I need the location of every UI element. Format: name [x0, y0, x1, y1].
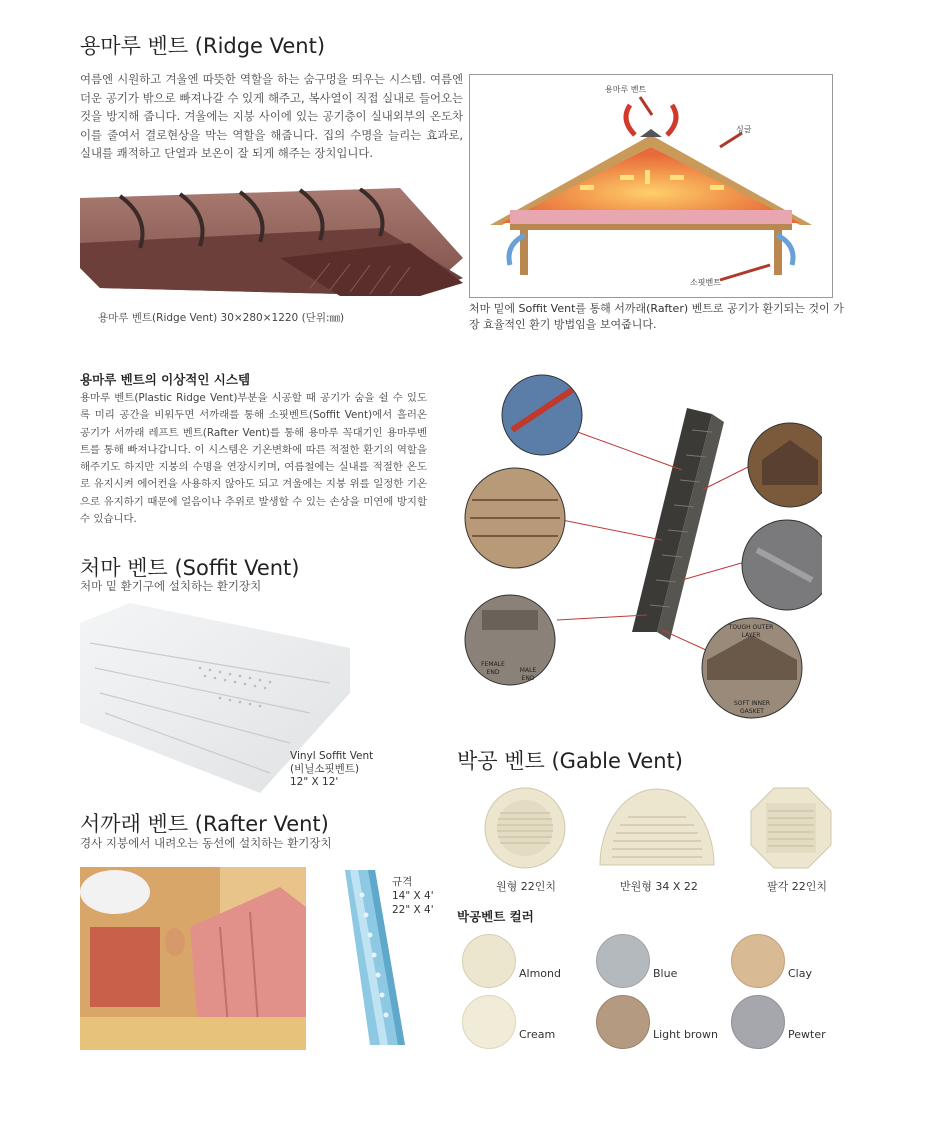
gable-color-title: 박공벤트 컬러: [457, 909, 534, 924]
gable-shape-label-round: 원형 22인치: [496, 880, 556, 893]
soffit-vent-title: 처마 벤트 (Soffit Vent): [80, 556, 300, 580]
color-swatch-cream: [462, 995, 516, 1049]
color-swatch-pewter: [731, 995, 785, 1049]
rafter-vent-title: 서까래 벤트 (Rafter Vent): [80, 812, 329, 836]
ventilation-diagram: [469, 74, 833, 298]
soffit-caption-line2: (비닐소핏벤트): [290, 763, 360, 775]
ridge-vent-product-caption: 용마루 벤트(Ridge Vent) 30×280×1220 (단위:㎜): [98, 312, 345, 324]
color-label-cream: Cream: [519, 1028, 556, 1041]
rafter-vent-spec: [392, 875, 434, 917]
ideal-system-text: 용마루 벤트(Plastic Ridge Vent)부분을 시공할 때 공기가 숨을 쉴 수 있도록 미리 공간을 비워두면 서까래를 통해 소핏벤트(Soffit Vent)에서 흘러온 공기가 서까래 레프트 벤트(Rafter Vent)를 통해 용마루 꼭대기인 용마루벤트를 통해 빠져나갑니다. 이 시스템은 기온변화에 따른 적절한 환기의 역할을 해주기도 하지만 지붕의 수명을 연장시키며, 여름철에는 실내를 적절한 온도로 유지시켜 에어컨을 사용하지 않아도 되고 겨울에는 지붕 위를 일정한 기온으로 유지하기 때문에 얼음이나 추위로 발생할 수 있는 손상을 미연에 방지할 수 있습니다.: [80, 392, 427, 526]
color-label-clay: Clay: [788, 967, 812, 980]
soffit-vent-subtitle: 처마 밑 환기구에 설치하는 환기장치: [80, 579, 262, 593]
label-female-end: FEMALE END: [481, 661, 505, 676]
gable-shape-label-half-round: 반원형 34 X 22: [620, 880, 698, 893]
diagram-label-soffit: 소핏벤트: [690, 278, 721, 287]
gable-vent-title: 박공 벤트 (Gable Vent): [457, 749, 683, 773]
diagram-caption: 처마 밑에 Soffit Vent를 통해 서까래(Rafter) 벤트로 공기가 환기되는 것이 가장 효율적인 환기 방법임을 보여줍니다.: [469, 302, 844, 331]
rafter-spec-2: 22" X 4': [392, 904, 434, 916]
color-swatch-blue: [596, 934, 650, 988]
rafter-vent-install-photo: [80, 867, 306, 1050]
color-swatch-clay: [731, 934, 785, 988]
soffit-caption-line3: 12" X 12': [290, 776, 339, 788]
label-tough-outer-layer: TOUGH OUTER LAYER: [728, 624, 774, 639]
soffit-vent-caption: [290, 750, 373, 789]
color-label-pewter: Pewter: [788, 1028, 826, 1041]
diagram-label-ridge: 용마루 벤트: [605, 85, 647, 94]
ridge-vent-description: 여름엔 시원하고 겨울엔 따뜻한 역할을 하는 숨구멍을 띄우는 시스템. 여름엔 더운 공기가 밖으로 빠져나갈 수 있게 해주고, 복사열이 직접 실내로 들어오는 것을 방지해 줍니다. 겨울에는 지붕 사이에 있는 공기층이 실내외부의 온도차이를 줄여서 결로현상을 막는 역할을 해줍니다. 집의 수명을 늘리는 효과로, 실내를 쾌적하고 단열과 보온이 잘 되게 해주는 장치입니다.: [80, 72, 463, 160]
soffit-caption-line1: Vinyl Soffit Vent: [290, 750, 374, 762]
ideal-system-title: 용마루 벤트의 이상적인 시스템: [80, 372, 251, 387]
color-label-light-brown: Light brown: [653, 1028, 718, 1041]
label-male-end: MALE END: [519, 667, 537, 682]
gable-vent-octagon: [750, 787, 832, 869]
ridge-vent-photo: [80, 188, 463, 298]
rafter-spec-label: 규격: [392, 876, 413, 888]
color-label-almond: Almond: [519, 967, 561, 980]
label-soft-inner-gasket: SOFT INNER GASKET: [733, 700, 771, 715]
gable-shape-label-octagon: 팔각 22인치: [767, 880, 827, 893]
rafter-spec-1: 14" X 4': [392, 890, 434, 902]
rafter-vent-subtitle: 경사 지붕에서 내려오는 동선에 설치하는 환기장치: [80, 836, 332, 850]
color-label-blue: Blue: [653, 967, 678, 980]
color-swatch-light-brown: [596, 995, 650, 1049]
ridge-vent-title: 용마루 벤트 (Ridge Vent): [80, 34, 326, 58]
color-swatch-almond: [462, 934, 516, 988]
gable-vent-half-round: [598, 787, 716, 867]
diagram-label-shingle: 싱글: [736, 125, 752, 134]
gable-vent-round: [484, 787, 566, 869]
